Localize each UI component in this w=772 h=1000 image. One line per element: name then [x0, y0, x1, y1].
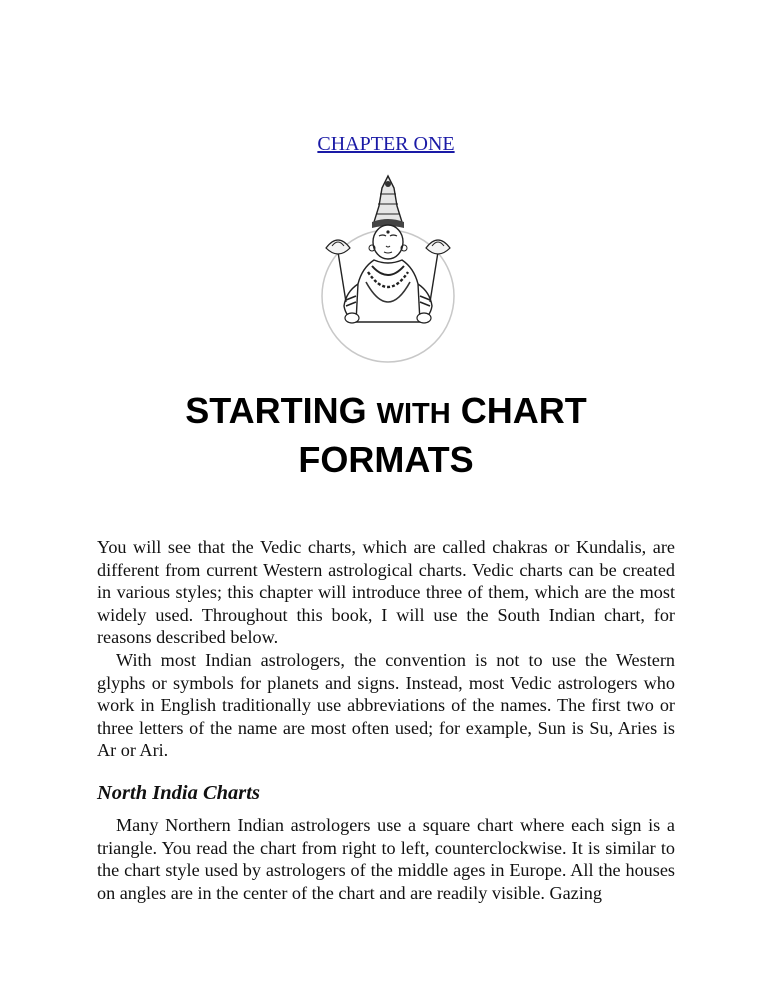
deity-illustration-icon: [316, 172, 458, 368]
section-paragraph: Many Northern Indian astrologers use a square chart where each sign is a triangle. You read the chart from right to left, counterclockwise. It is similar to the chart style used by astrologers of the middle ages in Europe. All the houses on angles are in the center of the chart and are readily visible. Gazing: [97, 815, 675, 903]
title-word-formats: FORMATS: [298, 439, 474, 480]
chapter-title: [0, 388, 772, 482]
title-word-starting: STARTING: [185, 390, 377, 431]
title-word-chart: CHART: [450, 390, 587, 431]
title-word-with: WITH: [376, 398, 451, 430]
body-paragraph-2: With most Indian astrologers, the convention is not to use the Western glyphs or symbols for planets and signs. Instead, most Vedic astrologers who work in English traditionally use abbreviations of the names. The first two or three letters of the name are most often used; for example, Sun is Su, Aries is Ar or Ari.: [97, 650, 675, 761]
body-paragraph-1: You will see that the Vedic charts, which are called chakras or Kundalis, are different from current Western astrological charts. Vedic charts can be created in various styles; this chapter will introduce three of them, which are the most widely used. Throughout this book, I will use the South Indian chart, for reasons described below.: [97, 537, 675, 648]
section-heading: North India Charts: [97, 782, 260, 804]
chapter-one-link[interactable]: CHAPTER ONE: [317, 133, 455, 155]
